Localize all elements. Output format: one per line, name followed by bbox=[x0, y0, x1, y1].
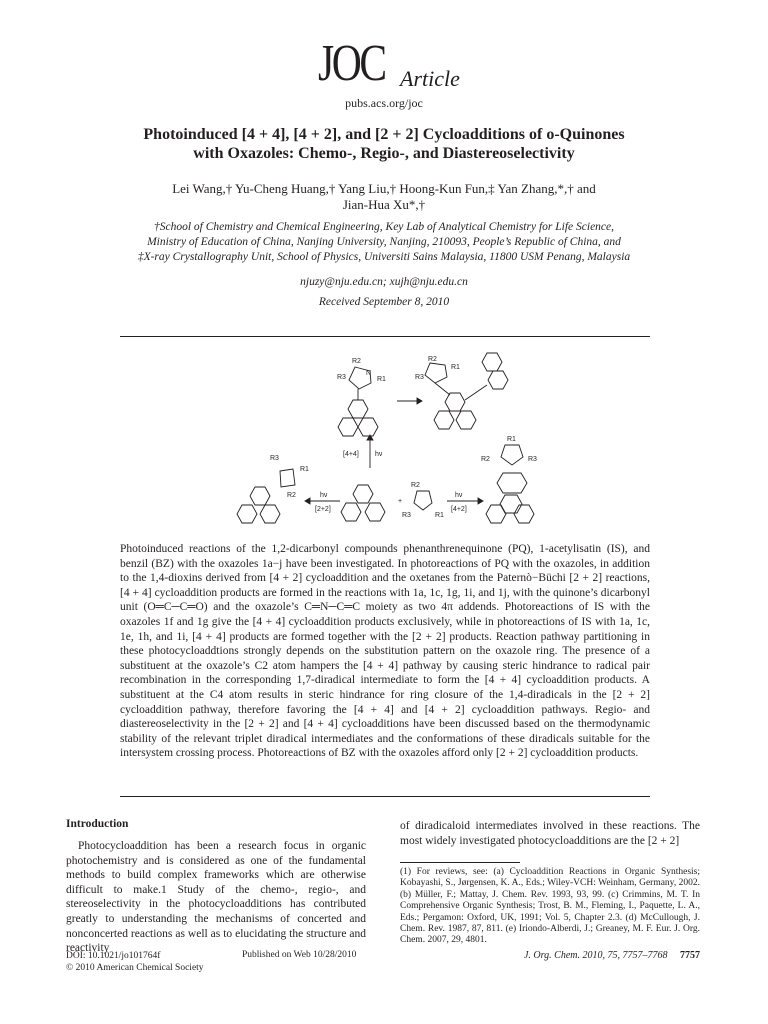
continuation-paragraph: of diradicaloid intermediates involved in these reactions. The most widely investigated photocycloadditions are the [2 + 2] bbox=[400, 820, 700, 847]
r1-label: R1 bbox=[377, 376, 386, 383]
n-label: N bbox=[366, 370, 372, 377]
journal-mark: JOC bbox=[318, 35, 385, 92]
light-label: hν bbox=[320, 492, 328, 499]
plus-sign: + bbox=[398, 498, 403, 505]
fused-ring bbox=[358, 418, 378, 436]
authors-line-1: Lei Wang,† Yu-Cheng Huang,† Yang Liu,† Hoong-Kun Fun,‡ Yan Zhang,*,† and bbox=[172, 181, 596, 196]
section-heading: Introduction bbox=[66, 818, 129, 830]
fused-ring bbox=[250, 487, 270, 505]
footer-citation bbox=[490, 950, 700, 961]
r1-label: R1 bbox=[300, 466, 309, 473]
fused-ring bbox=[488, 371, 508, 389]
fused-ring bbox=[353, 485, 373, 503]
r2-label: R2 bbox=[287, 492, 296, 499]
section-label: Article bbox=[400, 66, 460, 91]
oxetane-ring bbox=[280, 469, 295, 487]
r1-label: R1 bbox=[435, 512, 444, 519]
fused-ring bbox=[348, 400, 368, 418]
article-title bbox=[0, 125, 768, 163]
r3-label: R3 bbox=[337, 374, 346, 381]
r2-label: R2 bbox=[481, 456, 490, 463]
r3-label: R3 bbox=[402, 512, 411, 519]
copyright: © 2010 American Chemical Society bbox=[66, 963, 204, 973]
footnote-rule bbox=[400, 862, 520, 863]
fused-ring bbox=[486, 505, 506, 523]
doi[interactable]: DOI: 10.1021/jo101764f bbox=[66, 951, 161, 961]
oxazole-ring bbox=[501, 445, 523, 465]
fused-ring bbox=[456, 411, 476, 429]
cycloaddition-label: [2+2] bbox=[315, 506, 331, 513]
abstract-top-rule bbox=[120, 336, 650, 337]
abstract-bottom-rule bbox=[120, 796, 650, 797]
fused-ring bbox=[260, 505, 280, 523]
received-date: Received September 8, 2010 bbox=[318, 296, 450, 308]
page-number: 7757 bbox=[680, 950, 700, 961]
r1-label: R1 bbox=[507, 436, 516, 443]
r3-label: R3 bbox=[528, 456, 537, 463]
cycloaddition-label: [4+4] bbox=[343, 451, 359, 458]
affiliation-line: Ministry of Education of China, Nanjing University, Nanjing, 210093, People’s Republic of China, and bbox=[147, 236, 621, 248]
author-list bbox=[0, 181, 768, 213]
contact-emails[interactable]: njuzy@nju.edu.cn; xujh@nju.edu.cn bbox=[300, 276, 468, 288]
title-line-1: Photoinduced [4 + 4], [4 + 2], and [2 + 2] Cycloadditions of o-Quinones bbox=[143, 126, 625, 143]
fused-ring bbox=[445, 393, 465, 411]
fused-ring bbox=[434, 411, 454, 429]
fused-ring bbox=[514, 505, 534, 523]
dioxin-ring bbox=[497, 473, 527, 493]
affiliations bbox=[0, 220, 768, 265]
r2-label: R2 bbox=[411, 482, 420, 489]
authors-line-2: Jian-Hua Xu*,† bbox=[342, 197, 426, 212]
fused-ring bbox=[365, 503, 385, 521]
journal-site[interactable]: pubs.acs.org/joc bbox=[345, 96, 423, 110]
r3-label: R3 bbox=[270, 455, 279, 462]
r1-label: R1 bbox=[451, 364, 460, 371]
light-label: hν bbox=[375, 451, 383, 458]
intro-paragraph: Photocycloaddition has been a research focus in organic photochemistry and is considered as one of the fundamental methods to build complex frameworks which are otherwise difficult to make.1 Study of the chemo-, regio-, and stereoselectivity in the photocycloadditions has contributed greatly to understanding the mechanisms of concerted and nonconcerted reactions as well as to elucidating the structure and reactivity bbox=[66, 840, 366, 955]
cycloaddition-label: [4+2] bbox=[451, 506, 467, 513]
fused-ring bbox=[237, 505, 257, 523]
fused-ring bbox=[482, 353, 502, 371]
affiliation-line: ‡X-ray Crystallography Unit, School of Physics, Universiti Sains Malaysia, 11800 USM Penang, Malaysia bbox=[137, 251, 631, 263]
fused-ring bbox=[338, 418, 358, 436]
fused-ring bbox=[341, 503, 361, 521]
footnote: (1) For reviews, see: (a) Cycloaddition Reactions in Organic Synthesis; Kobayashi, S., Jørgensen, K. A., Eds.; Wiley-VCH: Weinham, Germany, 2002. (b) Müller, F.; Mattay, J. Chem. Rev. 1993, 93, 99. (c) Crimmins, M. T. In Comprehensive Organic Synthesis; Trost, B. M., Fleming, I., Paquette, L. A., Eds.; Pergamon: Oxford, UK, 1991; Vol. 5, Chapter 2.3. (d) McCullough, J. Chem. Rev. 1987, 87, 811. (e) Iriondo-Alberdi, J.; Greaney, M. F. Eur. J. Org. Chem. 2007, 29, 4801. bbox=[400, 867, 700, 946]
r2-label: R2 bbox=[428, 356, 437, 363]
r2-label: R2 bbox=[352, 358, 361, 365]
affiliation-line: †School of Chemistry and Chemical Engineering, Key Lab of Analytical Chemistry for Life Science, bbox=[153, 221, 615, 233]
oxazole-ring bbox=[414, 491, 432, 510]
title-line-2: with Oxazoles: Chemo-, Regio-, and Diastereoselectivity bbox=[193, 145, 575, 162]
footer-doi bbox=[66, 950, 204, 974]
r3-label: R3 bbox=[415, 374, 424, 381]
abstract-text: Photoinduced reactions of the 1,2-dicarbonyl compounds phenanthrenequinone (PQ), 1-acetylisatin (IS), and benzil (BZ) with the oxazoles 1a−j have been investigated. In photoreactions of PQ with the oxazoles, in addition to the 1,4-dioxins derived from [4 + 2] cycloaddition and the oxetanes from the Paternò−Büchi [2 + 2] reactions, [4 + 4] cycloaddition products are formed in the reactions with 1a, 1c, 1g, 1i, and 1j, with the quinone’s dicarbonyl unit (O═C─C═O) and the oxazole’s C═N─C═C moiety as two 4π addends. Photoreactions of IS with the oxazoles 1f and 1g give the [4 + 4] cycloaddition products exclusively, while in photoreactions of IS with 1a, 1c, 1e, 1h, and 1i, [4 + 4] products are formed together with the [2 + 2] products. Reaction pathway partitioning in these photocycloaddtions strongly depends on the substitution pattern on the oxazole ring. The presence of a substituent at the oxazole’s C2 atom hampers the [4 + 4] pathway by causing steric hindrance to radical pair recombination in the corresponding 1,7-diradical intermediate to form the [4 + 4] cycloaddition products. A substituent at the C4 atom results in steric hindrance for ring closure of the 1,4-diradicals in the [2 + 2] cycloaddition pathway, therefore favoring the [4 + 4] and [4 + 2] cycloaddition pathways. Regio- and diastereoselectivity in the [2 + 2] and [4 + 4] cycloadditions have been discussed based on the thermodynamic stability of the relevant triplet diradical intermediates and the conformations of these diradicals suitable for the intersystem crossing process. Photoreactions of BZ with the oxazoles afford only [2 + 2] cycloaddition products. bbox=[120, 543, 650, 760]
fused-ring bbox=[500, 495, 522, 513]
publication-date: Published on Web 10/28/2010 bbox=[242, 950, 357, 960]
citation: J. Org. Chem. 2010, 75, 7757–7768 bbox=[523, 950, 668, 961]
oxazole-ring bbox=[425, 363, 447, 383]
reaction-scheme bbox=[225, 345, 560, 525]
light-label: hν bbox=[455, 492, 463, 499]
journal-logo bbox=[318, 35, 460, 98]
